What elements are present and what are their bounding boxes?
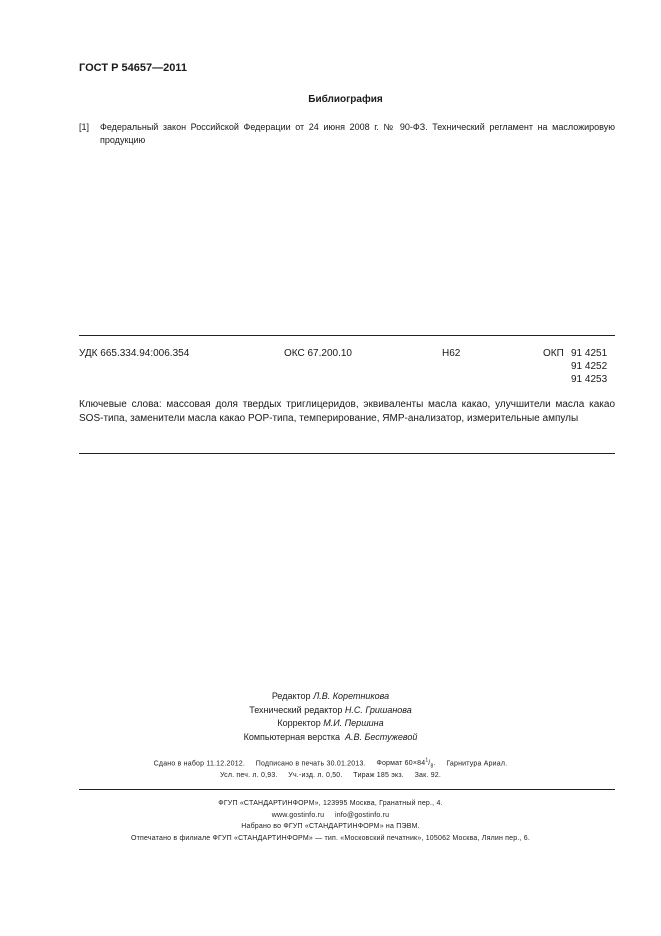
- publisher-printed: Отпечатано в филиале ФГУП «СТАНДАРТИНФОРМ» — тип. «Московский печатник», 105062 Москва, Лялин пер., 6.: [130, 834, 531, 842]
- bibliography-title: Библиография: [308, 94, 383, 105]
- staff-credits: [0, 690, 661, 744]
- imprint-line-1: [0, 758, 661, 770]
- staff-name: М.И. Першина: [323, 718, 384, 728]
- divider-bottom: [79, 453, 615, 454]
- staff-line: [0, 690, 661, 704]
- staff-role: Компьютерная верстка: [243, 731, 340, 742]
- staff-name: А.В. Бестужевой: [345, 731, 418, 742]
- udk-code: УДК 665.334.94:006.354: [79, 348, 190, 359]
- keywords: Ключевые слова: массовая доля твердых триглицеридов, эквиваленты масла какао, улучшители масла какао SOS-типа, заменители масла какао POP-типа, темперирование, ЯМР-анализатор, измерительные ампулы: [79, 399, 615, 424]
- publisher-address: ФГУП «СТАНДАРТИНФОРМ», 123995 Москва, Гранатный пер., 4.: [218, 800, 443, 807]
- staff-line: [0, 717, 661, 731]
- staff-name: Л.В. Коретникова: [313, 691, 390, 701]
- imprint-typeface: Гарнитура Ариал.: [446, 760, 508, 768]
- imprint-print-date: Подписано в печать 30.01.2013.: [255, 760, 366, 768]
- publisher-contacts: [0, 810, 661, 822]
- staff-role: Технический редактор: [249, 704, 343, 715]
- okp-code: 91 4253: [571, 374, 608, 385]
- imprint-print-run: Тираж 185 экз.: [353, 772, 404, 779]
- okp-code: 91 4252: [571, 361, 608, 372]
- standard-number-header: ГОСТ Р 54657—2011: [79, 62, 187, 74]
- imprint-pub-sheets: Уч.-изд. л. 0,50.: [288, 772, 343, 779]
- bibliography-item-number: [1]: [79, 122, 90, 132]
- bibliography-item-text: Федеральный закон Российской Федерации от 24 июня 2008 г. № 90-ФЗ. Технический регламент на масложировую продукцию: [100, 122, 615, 145]
- imprint-order: Зак. 92.: [414, 772, 442, 779]
- imprint-print-sheets: Усл. печ. л. 0,93.: [219, 772, 278, 779]
- group-code: Н62: [442, 348, 461, 359]
- publisher-email[interactable]: info@gostinfo.ru: [334, 811, 390, 819]
- staff-role: Корректор: [277, 718, 321, 728]
- staff-line: [0, 731, 661, 745]
- staff-line: [0, 704, 661, 718]
- imprint-line-2: [0, 772, 661, 779]
- staff-role: Редактор: [271, 691, 311, 701]
- imprint-format-den: 8: [430, 763, 434, 770]
- imprint-format-num: 1: [425, 758, 429, 764]
- imprint-typeset-date: Сдано в набор 11.12.2012.: [153, 760, 246, 768]
- okp-code: 91 4251: [571, 348, 608, 359]
- imprint-format-prefix: Формат 60×84: [376, 760, 426, 768]
- divider-publisher: [79, 789, 615, 790]
- divider-top: [79, 335, 615, 336]
- bibliography-item: [79, 121, 615, 147]
- okp-label: ОКП: [543, 348, 564, 359]
- oks-code: ОКС 67.200.10: [284, 348, 352, 359]
- publisher-typeset: Набрано во ФГУП «СТАНДАРТИНФОРМ» на ПЭВМ.: [241, 823, 420, 830]
- okp-codes: [571, 347, 607, 386]
- imprint-format: Формат $60\times 84^1/_8$.: [376, 758, 436, 770]
- publisher-website[interactable]: www.gostinfo.ru: [271, 811, 325, 819]
- publisher-info: [0, 798, 661, 844]
- staff-name: Н.С. Гришанова: [344, 704, 412, 715]
